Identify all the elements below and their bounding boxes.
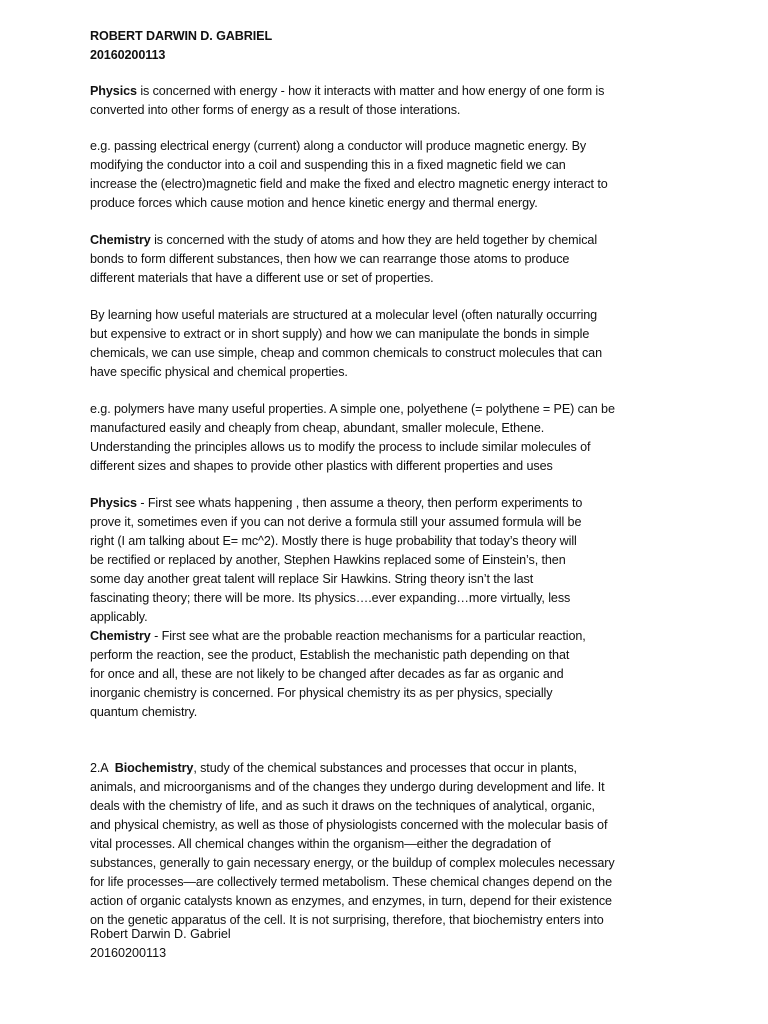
page-footer	[90, 925, 231, 963]
paragraph-physics-intro: Physics is concerned with energy - how it interacts with matter and how energy of one form is converted into other forms of energy as a result of those interations.	[90, 84, 605, 117]
document-body	[90, 27, 686, 930]
section-number: 2.A	[90, 761, 115, 775]
term-physics: Physics	[90, 84, 137, 98]
term-chemistry: Chemistry	[90, 629, 151, 643]
paragraph-physics-method: Physics - First see whats happening , then assume a theory, then perform experiments to prove it, sometimes even if you can not derive a formula still your assumed formula will be right (I am talking about E= mc^2). Mostly there is huge probability that today’s theory will be rectified or replaced by another, Stephen Hawkins replaced some of Einstein’s, then some day another great talent will replace Sir Hawkins. String theory isn’t the last fascinating theory; there will be more. Its physics….ever expanding…more virtually, less applicably.	[90, 496, 583, 624]
paragraph-physics-example: e.g. passing electrical energy (current) along a conductor will produce magnetic energy. By modifying the conductor into a coil and suspending this in a fixed magnetic field we can increase the (electro)magnetic field and make the fixed and electro magnetic energy interact to produce forces which cause motion and hence kinetic energy and thermal energy.	[90, 139, 608, 210]
paragraph-biochemistry: 2.A Biochemistry, study of the chemical substances and processes that occur in plants, animals, and microorganisms and of the changes they undergo during development and life. It deals with the chemistry of life, and as such it draws on the techniques of analytical, organic, and physical chemistry, as well as those of physiologists concerned with the molecular basis of vital processes. All chemical changes within the organism—either the degradation of substances, generally to gain necessary energy, or the buildup of complex molecules necessary for life processes—are collectively termed metabolism. These chemical changes depend on the action of organic catalysts known as enzymes, and enzymes, in turn, depend for their existence on the genetic apparatus of the cell. It is not surprising, therefore, that biochemistry enters into	[90, 761, 615, 927]
term-biochemistry: Biochemistry	[114, 761, 194, 775]
footer-student-id: 20160200113	[90, 946, 167, 960]
author-name: ROBERT DARWIN D. GABRIEL	[90, 29, 273, 43]
paragraph-chemistry-learning: By learning how useful materials are structured at a molecular level (often naturally occurring but expensive to extract or in short supply) and how we can manipulate the bonds in simple chemicals, we can use simple, cheap and common chemicals to construct molecules that can have specific physical and chemical properties.	[90, 308, 602, 379]
paragraph-chemistry-intro: Chemistry is concerned with the study of atoms and how they are held together by chemical bonds to form different substances, then how we can rearrange those atoms to produce different materials that have a different use or set of properties.	[90, 233, 598, 285]
term-physics: Physics	[90, 496, 137, 510]
student-id: 20160200113	[90, 48, 166, 62]
term-chemistry: Chemistry	[90, 233, 151, 247]
paragraph-polymers: e.g. polymers have many useful properties. A simple one, polyethene (= polythene = PE) can be manufactured easily and cheaply from cheap, abundant, smaller molecule, Ethene. Understanding the principles allows us to modify the process to include similar molecules of different sizes and shapes to provide other plastics with different properties and uses	[90, 402, 615, 473]
paragraph-chemistry-method: Chemistry - First see what are the probable reaction mechanisms for a particular reaction, perform the reaction, see the product, Establish the mechanistic path depending on that for once and all, these are not likely to be changed after decades as far as organic and inorganic chemistry is concerned. For physical chemistry its as per physics, specially quantum chemistry.	[90, 629, 586, 719]
footer-author-name: Robert Darwin D. Gabriel	[90, 927, 231, 941]
